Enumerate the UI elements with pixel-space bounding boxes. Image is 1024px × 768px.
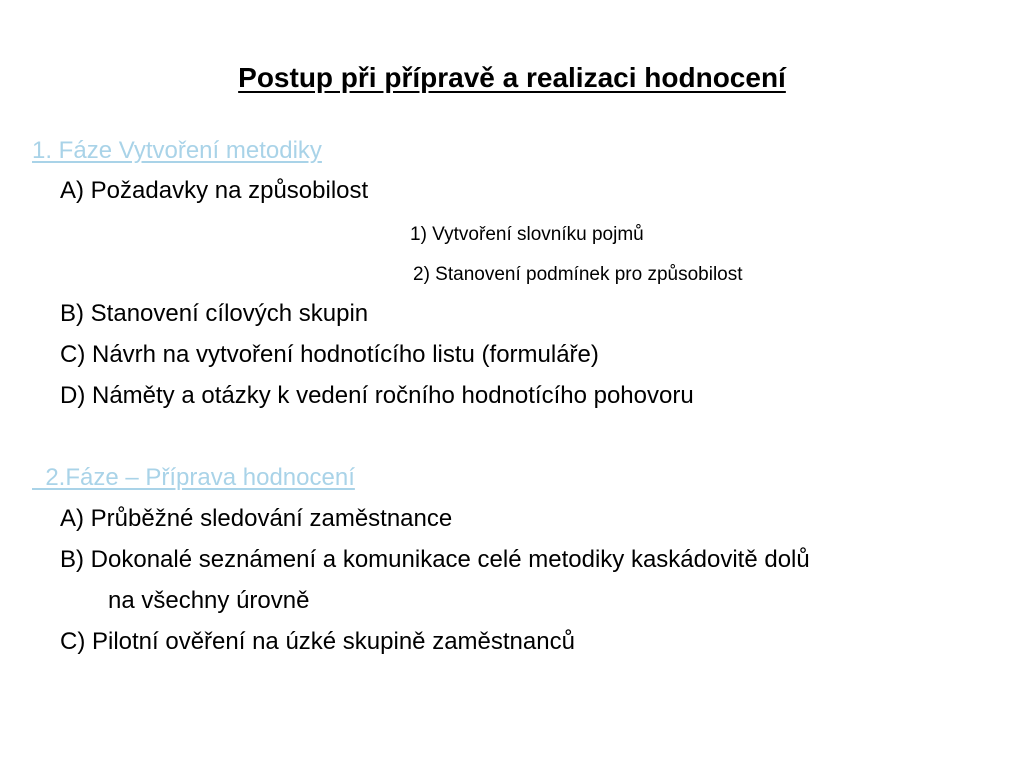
phase1-item-d: D) Náměty a otázky k vedení ročního hodnotícího pohovoru bbox=[60, 382, 694, 409]
phase2-item-b-continuation: na všechny úrovně bbox=[108, 587, 310, 614]
phase2-item-a: A) Průběžné sledování zaměstnance bbox=[60, 505, 453, 532]
phase1-item-c: C) Návrh na vytvoření hodnotícího listu (formuláře) bbox=[60, 341, 599, 368]
phase1-item-a: A) Požadavky na způsobilost bbox=[60, 177, 369, 204]
phase2-heading-link[interactable]: 2.Fáze – Příprava hodnocení bbox=[32, 464, 355, 491]
phase1-subitem-1: 1) Vytvoření slovníku pojmů bbox=[410, 224, 644, 245]
phase1-item-b: B) Stanovení cílových skupin bbox=[60, 300, 369, 327]
phase2-item-c: C) Pilotní ověření na úzké skupině zaměstnanců bbox=[60, 628, 575, 655]
phase1-subitem-2: 2) Stanovení podmínek pro způsobilost bbox=[413, 264, 743, 285]
slide-title: Postup při přípravě a realizaci hodnocení bbox=[238, 62, 786, 93]
phase2-item-b: B) Dokonalé seznámení a komunikace celé metodiky kaskádovitě dolů bbox=[60, 546, 810, 573]
phase1-heading-link[interactable]: 1. Fáze Vytvoření metodiky bbox=[32, 137, 322, 164]
